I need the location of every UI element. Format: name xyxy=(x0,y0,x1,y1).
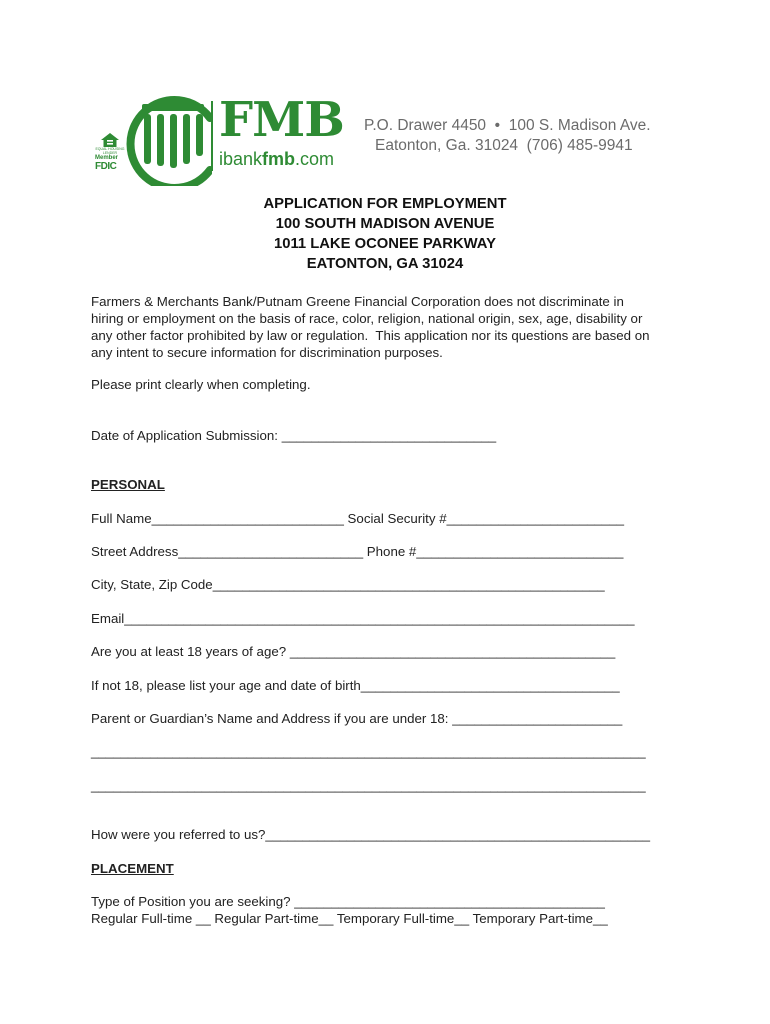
position-type-field[interactable]: Type of Position you are seeking? __________________________________________ xyxy=(91,894,605,909)
fmb-columns-logo-icon xyxy=(122,94,212,186)
member-text: Member xyxy=(95,155,119,161)
full-name-ssn-field[interactable]: Full Name__________________________ Social Security #________________________ xyxy=(91,511,625,526)
equal-housing-text: EQUAL HOUSING LENDER xyxy=(95,147,125,155)
disclaimer-line-1: Farmers & Merchants Bank/Putnam Greene Financial Corporation does not discriminate in xyxy=(91,294,624,309)
disclaimer-line-2: hiring or employment on the basis of race, color, religion, national origin, sex, age, disability or xyxy=(91,311,643,326)
age-question-field[interactable]: Are you at least 18 years of age? ____________________________________________ xyxy=(91,644,616,659)
age-dob-field[interactable]: If not 18, please list your age and date of birth___________________________________ xyxy=(91,678,620,693)
guardian-blank-line-1[interactable]: ___________________________________________________________________________ xyxy=(91,744,646,759)
domain-prefix: ibank xyxy=(219,149,263,169)
brand-logo-text: FMB xyxy=(219,92,344,148)
form-title: APPLICATION FOR EMPLOYMENT xyxy=(263,196,507,212)
logo-divider xyxy=(211,101,213,171)
title-address-1: 100 SOUTH MADISON AVENUE xyxy=(275,216,495,232)
city-state-zip-field[interactable]: City, State, Zip Code_____________________________________________________ xyxy=(91,577,605,592)
placement-heading: PLACEMENT xyxy=(91,861,174,876)
disclaimer-line-3: any other factor prohibited by law or regulation. This application nor its questions are based on xyxy=(91,328,650,343)
equal-housing-icon xyxy=(100,132,120,148)
guardian-field[interactable]: Parent or Guardian’s Name and Address if you are under 18: _______________________ xyxy=(91,711,623,726)
disclaimer-line-4: any intent to secure information for discrimination purposes. xyxy=(91,345,443,360)
guardian-blank-line-2[interactable]: ___________________________________________________________________________ xyxy=(91,778,646,793)
address-line-1: P.O. Drawer 4450 • 100 S. Madison Ave. xyxy=(364,117,651,134)
domain-suffix: .com xyxy=(295,149,335,169)
employment-type-options[interactable]: Regular Full-time __ Regular Part-time__ Temporary Full-time__ Temporary Part-time__ xyxy=(91,911,608,926)
street-phone-field[interactable]: Street Address_________________________ Phone #____________________________ xyxy=(91,544,624,559)
referral-field[interactable]: How were you referred to us?____________________________________________________ xyxy=(91,827,650,842)
date-submission-field[interactable]: Date of Application Submission: _____________________________ xyxy=(91,428,497,443)
personal-heading: PERSONAL xyxy=(91,477,165,492)
domain-bold: fmb xyxy=(262,149,296,169)
brand-domain xyxy=(219,149,334,169)
title-address-2: 1011 LAKE OCONEE PARKWAY xyxy=(273,236,497,252)
title-city: EATONTON, GA 31024 xyxy=(306,256,464,272)
address-line-2: Eatonton, Ga. 31024 (706) 485-9941 xyxy=(375,137,633,154)
instruction-text: Please print clearly when completing. xyxy=(91,377,311,392)
fdic-text: FDIC xyxy=(95,161,117,172)
email-field[interactable]: Email_____________________________________________________________________ xyxy=(91,611,635,626)
